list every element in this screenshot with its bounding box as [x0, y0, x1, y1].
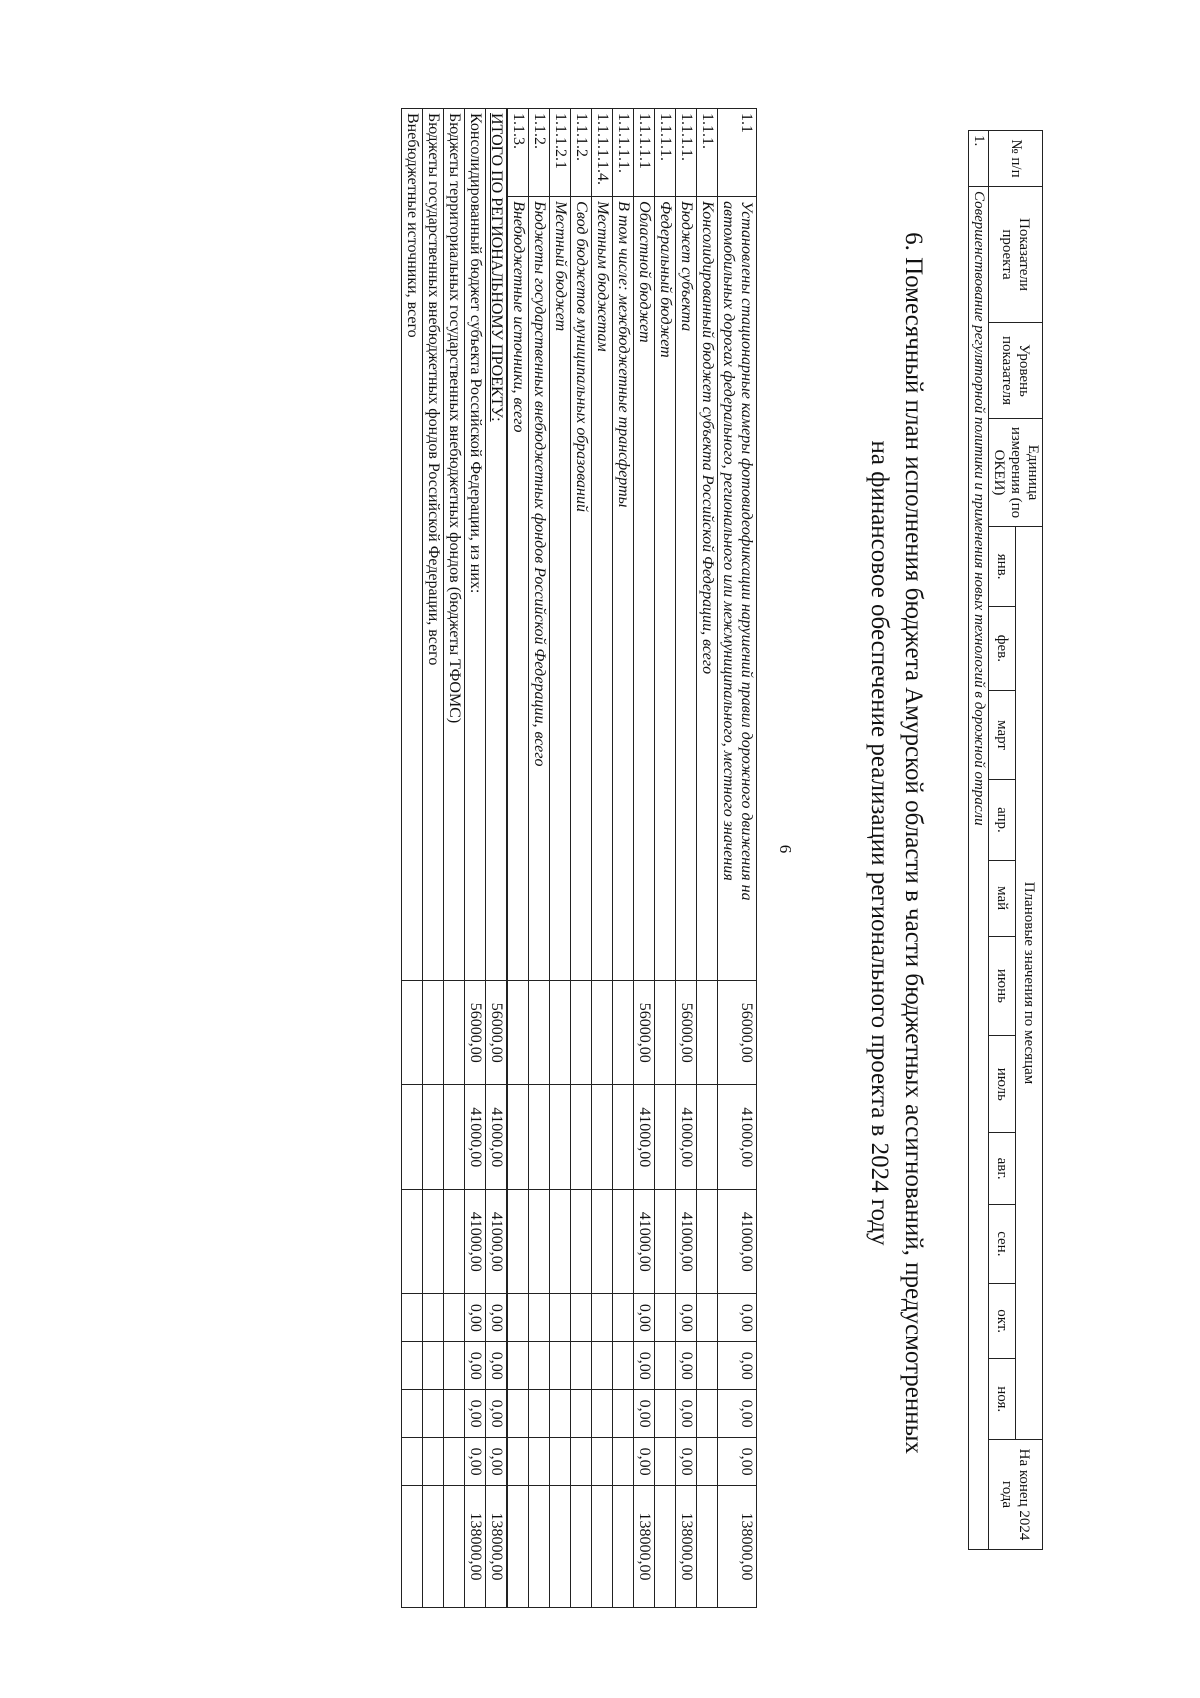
total-value	[444, 1294, 465, 1342]
budget-row	[550, 109, 571, 1608]
total-value	[402, 1486, 423, 1608]
row-value	[571, 1085, 592, 1190]
row-value: 0,00	[676, 1342, 697, 1390]
row-value	[571, 1189, 592, 1294]
month-header: май	[989, 860, 1016, 936]
row-value	[550, 1342, 571, 1390]
row-value: 0,00	[718, 1342, 757, 1390]
row-value: 56000,00	[634, 980, 655, 1085]
total-value: 56000,00	[486, 980, 508, 1085]
row-value	[697, 1390, 718, 1438]
row-code: 1.1.1.2.1	[550, 109, 571, 197]
total-value	[423, 1438, 444, 1486]
total-label: Бюджеты территориальных государственных внебюджетных фондов (бюджеты ТФОМС)	[444, 109, 465, 981]
header-num: № п/п	[989, 131, 1043, 187]
total-label: Бюджеты государственных внебюджетных фондов Российской Федерации, всего	[423, 109, 444, 981]
budget-table	[401, 108, 757, 1608]
row-value	[697, 1438, 718, 1486]
row-value	[571, 1342, 592, 1390]
row-value	[571, 1486, 592, 1608]
total-value: 0,00	[486, 1294, 508, 1342]
total-label: Консолидированный бюджет субъекта Российской Федерации, из них:	[465, 109, 486, 981]
row-value	[529, 1390, 550, 1438]
total-value	[444, 1438, 465, 1486]
row-value	[655, 1438, 676, 1486]
row-value	[571, 1438, 592, 1486]
row-value	[592, 1486, 613, 1608]
budget-row	[507, 109, 529, 1608]
total-value	[444, 1189, 465, 1294]
row-value	[550, 1438, 571, 1486]
header-year-end: На конец 2024 года	[989, 1440, 1043, 1550]
row-value	[507, 1486, 529, 1608]
row-value: 41000,00	[634, 1189, 655, 1294]
total-label: Внебюджетные источники, всего	[402, 109, 423, 981]
row-label: Федеральный бюджет	[655, 197, 676, 981]
row-value	[655, 1085, 676, 1190]
total-value: 41000,00	[465, 1085, 486, 1190]
row-value	[571, 1390, 592, 1438]
total-value	[423, 1085, 444, 1190]
row-code: 1.1.1.1.1.4.	[592, 109, 613, 197]
row-value	[550, 980, 571, 1085]
total-value	[423, 1189, 444, 1294]
row-value	[507, 1294, 529, 1342]
total-value	[402, 1342, 423, 1390]
row-value	[697, 1189, 718, 1294]
header-indicators: Показатели проекта	[989, 187, 1043, 323]
row-label: Внебюджетные источники, всего	[507, 197, 529, 981]
budget-total-row	[402, 109, 423, 1608]
row-code: 1.1.3.	[507, 109, 529, 197]
row-value: 41000,00	[718, 1189, 757, 1294]
row-value	[655, 980, 676, 1085]
total-value: 0,00	[465, 1342, 486, 1390]
budget-row	[697, 109, 718, 1608]
row-value	[507, 1438, 529, 1486]
row-value	[507, 1189, 529, 1294]
total-value	[423, 1342, 444, 1390]
row-value: 0,00	[718, 1438, 757, 1486]
row-value	[697, 980, 718, 1085]
row-value	[655, 1294, 676, 1342]
budget-row	[676, 109, 697, 1608]
row-value	[529, 1342, 550, 1390]
row-value	[592, 1342, 613, 1390]
total-value	[444, 1342, 465, 1390]
row-value	[697, 1486, 718, 1608]
row-value	[592, 1085, 613, 1190]
row-value	[550, 1294, 571, 1342]
row-value	[613, 1294, 634, 1342]
row-label: Местным бюджетам	[592, 197, 613, 981]
budget-total-row	[423, 109, 444, 1608]
row-code: 1.1.2.	[529, 109, 550, 197]
row-value	[550, 1085, 571, 1190]
row-value	[655, 1390, 676, 1438]
row-code: 1.1	[718, 109, 757, 197]
row-value: 56000,00	[676, 980, 697, 1085]
row-value: 0,00	[718, 1294, 757, 1342]
total-value	[423, 1294, 444, 1342]
row-value	[592, 1438, 613, 1486]
plan-row-text: Совершенствование регуляторной политики и применения новых технологий в дорожной отрасли	[969, 187, 989, 1550]
row-value	[655, 1486, 676, 1608]
month-header: ноя.	[989, 1359, 1016, 1440]
row-value	[507, 980, 529, 1085]
total-value: 41000,00	[486, 1085, 508, 1190]
row-code: 1.1.1.	[697, 109, 718, 197]
total-value: 0,00	[465, 1294, 486, 1342]
row-value	[550, 1390, 571, 1438]
row-value: 41000,00	[634, 1085, 655, 1190]
header-unit: Единица измерения (по ОКЕИ)	[989, 419, 1043, 527]
row-label: Консолидированный бюджет субъекта Российской Федерации, всего	[697, 197, 718, 981]
row-value	[613, 980, 634, 1085]
row-code: 1.1.1.1.	[676, 109, 697, 197]
row-value	[529, 1438, 550, 1486]
row-value	[697, 1342, 718, 1390]
total-value: 41000,00	[486, 1189, 508, 1294]
budget-total-row	[486, 109, 508, 1608]
month-header: окт.	[989, 1283, 1016, 1359]
total-value	[402, 1085, 423, 1190]
row-value	[613, 1390, 634, 1438]
row-value: 0,00	[634, 1294, 655, 1342]
row-value: 0,00	[718, 1390, 757, 1438]
row-label: Областной бюджет	[634, 197, 655, 981]
month-header: апр.	[989, 780, 1016, 860]
row-value	[613, 1438, 634, 1486]
row-value	[613, 1085, 634, 1190]
row-value	[529, 1486, 550, 1608]
total-value: 56000,00	[465, 980, 486, 1085]
section-title-line-2: на финансовое обеспечение реализации регионального проекта в 2024 году	[866, 440, 894, 1246]
plan-row	[969, 131, 989, 1550]
row-value	[592, 1189, 613, 1294]
budget-row	[592, 109, 613, 1608]
row-value	[507, 1342, 529, 1390]
total-value: 138000,00	[486, 1486, 508, 1608]
total-value: 41000,00	[465, 1189, 486, 1294]
plan-row-num: 1.	[969, 131, 989, 187]
month-header: июль	[989, 1036, 1016, 1133]
section-title-line-1: 6. Помесячный план исполнения бюджета Амурской области в части бюджетных ассигнований, предусмотренных	[900, 232, 927, 1454]
total-value: 0,00	[465, 1390, 486, 1438]
row-value	[571, 980, 592, 1085]
row-value	[507, 1390, 529, 1438]
month-header: март	[989, 690, 1016, 780]
row-value: 0,00	[634, 1390, 655, 1438]
total-value: 0,00	[486, 1390, 508, 1438]
budget-row	[613, 109, 634, 1608]
row-value: 138000,00	[634, 1486, 655, 1608]
row-code: 1.1.1.1.1.	[613, 109, 634, 197]
row-value: 41000,00	[676, 1085, 697, 1190]
row-value: 41000,00	[718, 1085, 757, 1190]
month-header: янв.	[989, 527, 1016, 607]
total-value	[423, 1486, 444, 1608]
total-value: 0,00	[486, 1342, 508, 1390]
total-value	[444, 1390, 465, 1438]
total-value	[402, 1438, 423, 1486]
row-value	[655, 1189, 676, 1294]
row-value: 138000,00	[676, 1486, 697, 1608]
row-label: Свод бюджетов муниципальных образований	[571, 197, 592, 981]
row-value	[550, 1189, 571, 1294]
section-title	[863, 138, 931, 1548]
row-value	[529, 1085, 550, 1190]
row-value	[529, 1294, 550, 1342]
row-value	[592, 1294, 613, 1342]
month-header: сен.	[989, 1204, 1016, 1283]
row-value	[613, 1342, 634, 1390]
row-value	[697, 1294, 718, 1342]
row-value	[550, 1486, 571, 1608]
row-value	[697, 1085, 718, 1190]
total-value	[402, 1390, 423, 1438]
row-label: Бюджеты государственных внебюджетных фондов Российской Федерации, всего	[529, 197, 550, 981]
total-value: 0,00	[486, 1438, 508, 1486]
month-header: фев.	[989, 607, 1016, 691]
row-label: Установлены стационарные камеры фотовидеофиксации нарушений правил дорожного движения на автомобильных дорогах федерального, регионального или межмуниципального, местного значения	[718, 197, 757, 981]
row-value	[613, 1189, 634, 1294]
row-label: Местный бюджет	[550, 197, 571, 981]
total-value	[444, 1085, 465, 1190]
budget-row	[718, 109, 757, 1608]
header-level: Уровень показателя	[989, 323, 1043, 419]
row-value: 138000,00	[718, 1486, 757, 1608]
row-value	[529, 1189, 550, 1294]
budget-row	[571, 109, 592, 1608]
row-value: 41000,00	[676, 1189, 697, 1294]
row-code: 1.1.1.1.	[655, 109, 676, 197]
budget-row	[634, 109, 655, 1608]
row-value: 56000,00	[718, 980, 757, 1085]
total-value	[402, 1294, 423, 1342]
row-value	[655, 1342, 676, 1390]
total-label: ИТОГО ПО РЕГИОНАЛЬНОМУ ПРОЕКТУ:	[486, 109, 508, 981]
total-value	[402, 1189, 423, 1294]
row-code: 1.1.1.1.1	[634, 109, 655, 197]
total-value: 0,00	[465, 1438, 486, 1486]
header-monthly-values: Плановые значения по месяцам	[1016, 527, 1043, 1440]
row-value	[507, 1085, 529, 1190]
row-label: Бюджет субъекта	[676, 197, 697, 981]
row-value: 0,00	[676, 1390, 697, 1438]
budget-row	[529, 109, 550, 1608]
budget-row	[655, 109, 676, 1608]
row-code: 1.1.1.2.	[571, 109, 592, 197]
row-value: 0,00	[634, 1342, 655, 1390]
row-value: 0,00	[676, 1438, 697, 1486]
total-value: 138000,00	[465, 1486, 486, 1608]
total-value	[423, 980, 444, 1085]
page-number: 6	[776, 844, 795, 854]
total-value	[444, 1486, 465, 1608]
budget-total-row	[465, 109, 486, 1608]
monthly-plan-table	[968, 130, 1043, 1550]
row-label: В том числе: межбюджетные трансферты	[613, 197, 634, 981]
month-header: июнь	[989, 936, 1016, 1035]
row-value	[571, 1294, 592, 1342]
total-value	[423, 1390, 444, 1438]
total-value	[444, 980, 465, 1085]
row-value	[529, 980, 550, 1085]
row-value	[592, 1390, 613, 1438]
row-value	[592, 980, 613, 1085]
total-value	[402, 980, 423, 1085]
budget-total-row	[444, 109, 465, 1608]
row-value: 0,00	[634, 1438, 655, 1486]
row-value	[613, 1486, 634, 1608]
row-value: 0,00	[676, 1294, 697, 1342]
month-header: авг.	[989, 1133, 1016, 1204]
